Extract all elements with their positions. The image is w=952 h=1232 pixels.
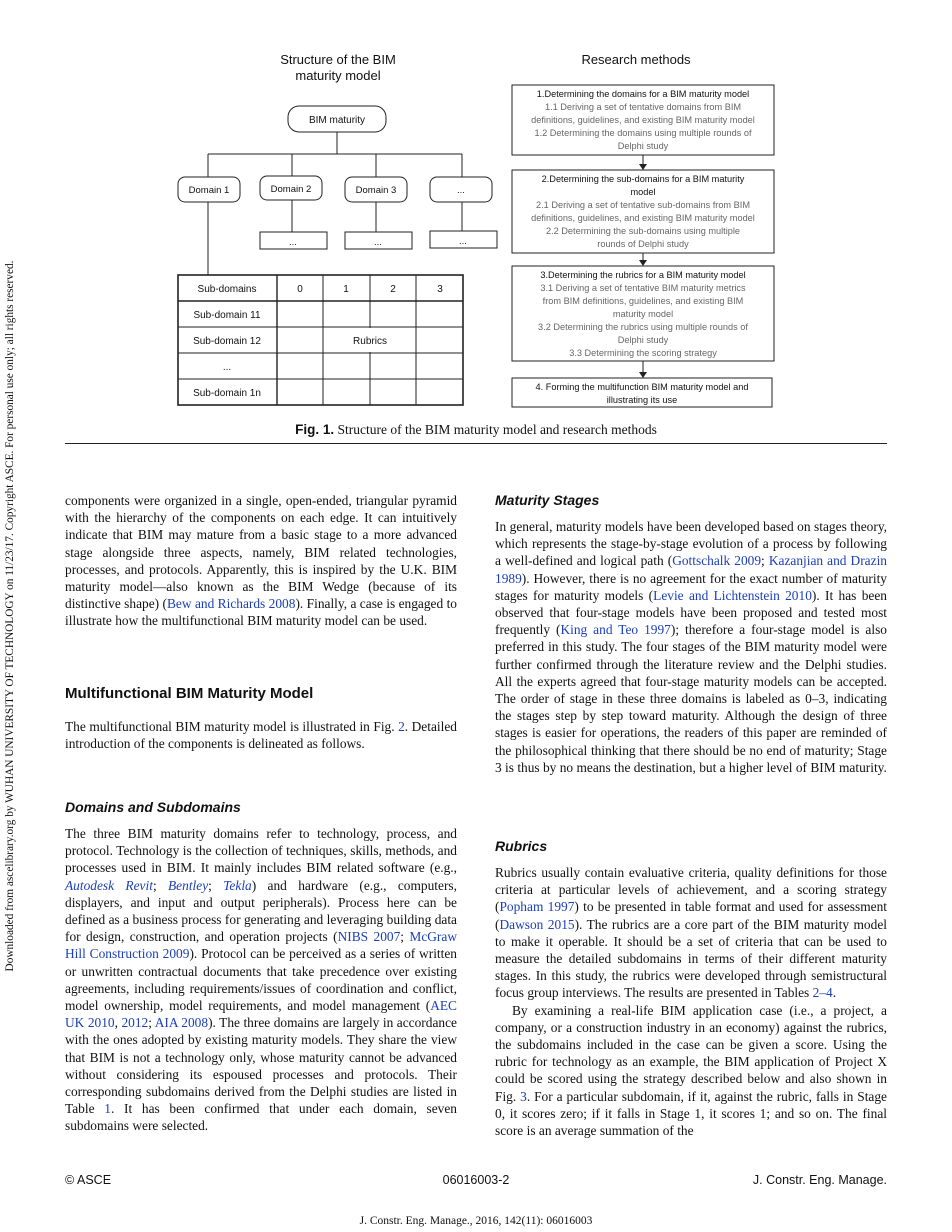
text-run: ;	[208, 877, 224, 893]
text-run: ;	[761, 553, 769, 569]
rubrics-label: Rubrics	[353, 336, 387, 347]
table-row-label: Sub-domain 12	[193, 336, 261, 347]
left-title-line-1: Structure of the BIM	[280, 52, 396, 67]
citation-link[interactable]: AIA 2008	[154, 1015, 209, 1031]
step-2-detail: 2.2 Determining the sub-domains using multiple	[545, 226, 741, 236]
citation-link[interactable]: Dawson 2015	[499, 916, 575, 932]
citation-link[interactable]: Popham 1997	[499, 899, 575, 915]
text-run: components were organized in a single, open-ended, triangular pyramid with the hierarchy of the components on each edge. It can intuitively indicate that BIM may mature from a basic stage to a more advanced stage alongside three aspects, namely, BIM related technologies, processes, and protocols. Apparently, this is inspired by the U.K. BIM maturity model—also known as the BIM Wedge (because of its distinctive shape) (	[65, 493, 457, 612]
step-3-title: 3.Determining the rubrics for a BIM maturity model	[540, 270, 746, 280]
left-column-para-1	[65, 492, 457, 630]
citation-link[interactable]: NIBS 2007	[337, 929, 401, 945]
step-3-detail: maturity model	[612, 309, 674, 319]
text-run: In general, maturity models have been developed based on stages theory, which represents the stage-by-stage evolution of a process by following a well-defined and logical path (	[495, 519, 887, 569]
text-run: The three BIM maturity domains refer to technology, process, and protocol. Technology is the collection of techniques, skills, methods, and processes used in BIM. It mainly includes BIM related software (e.g.,	[65, 826, 457, 876]
download-notice-text: Downloaded from ascelibrary.org by WUHAN UNIVERSITY OF TECHNOLOGY on 11/23/17. Copyright ASCE. For personal use only; all rights reserved.	[4, 260, 16, 972]
text-run: ); therefore a four-stage model is also preferred in this study. The four stages of the BIM maturity model were further confirmed through the literature review and the Delphi studies. All the experts agreed that four-stage maturity models can be accepted. The order of stage in these three domains is labeled as 0–3, indicating the stages step by step toward maturity. Although the design of three stages is easier for operations, the readers of this paper are reminded of the philosophical thinking that there should be no end of maturity; Stage 3 is thus by no means the destination, but a higher level of BIM maturity.	[495, 622, 888, 775]
table-link[interactable]: 1	[104, 1101, 111, 1117]
text-run: Rubrics usually contain evaluative criteria, quality definitions for those criteria at particular levels of achievement, and a scoring strategy (	[495, 865, 887, 915]
software-link[interactable]: Autodesk Revit	[65, 877, 153, 893]
domain-label: Domain 3	[355, 185, 397, 196]
citation-link[interactable]: 2012	[121, 1015, 149, 1031]
software-link[interactable]: Tekla	[223, 877, 252, 893]
step-2-detail: rounds of Delphi study	[597, 239, 689, 249]
subsection-heading: Maturity Stages	[495, 492, 600, 508]
step-4-title: 4. Forming the multifunction BIM maturity model and	[535, 382, 749, 392]
text-run: ). The three domains are largely in accordance with the ones adopted by existing maturity models. They share the view that BIM is not a technology only, whose maturity cannot be advanced without considering its espoused processes and protocols. Their corresponding subdomains derived from the Delphi studies are listed in Table	[65, 1015, 457, 1117]
text-run: ). It has been observed that four-stage models have been proposed and tested most frequently (	[495, 587, 887, 638]
step-2-title: model	[630, 187, 656, 197]
text-run: ;	[152, 877, 168, 893]
table-link[interactable]: 2–4	[812, 985, 833, 1001]
subdomain-placeholder-label: ...	[374, 237, 382, 248]
footer-copyright: © ASCE	[65, 1173, 112, 1187]
step-2-title: 2.Determining the sub-domains for a BIM maturity	[541, 174, 745, 184]
text-run: . Detailed introduction of the components is delineated as follows.	[65, 719, 457, 752]
step-3-detail: 3.1 Deriving a set of tentative BIM maturity metrics	[540, 283, 746, 293]
software-link[interactable]: Bentley	[168, 877, 209, 893]
right-title: Research methods	[581, 52, 691, 67]
caption-rule	[65, 443, 887, 444]
text-run: .	[832, 985, 837, 1001]
step-3-detail: from BIM definitions, guidelines, and existing BIM	[542, 296, 744, 306]
domain-label: ...	[457, 185, 465, 196]
figure-caption	[65, 422, 887, 438]
subsection-heading: Rubrics	[495, 838, 548, 854]
figure-1	[0, 0, 952, 420]
table-header-cell: 3	[437, 284, 443, 295]
step-1-detail: definitions, guidelines, and existing BIM maturity model	[531, 115, 755, 125]
table-header-cell: 1	[343, 284, 349, 295]
table-row-label: ...	[222, 362, 232, 373]
text-run: ;	[400, 929, 410, 945]
domain-label: Domain 2	[270, 184, 312, 195]
left-column-para-2	[65, 718, 457, 752]
step-1-detail: 1.1 Deriving a set of tentative domains from BIM	[544, 102, 742, 112]
citation-link[interactable]: AEC UK 2010	[65, 998, 457, 1031]
text-run: ,	[114, 1015, 122, 1031]
caption-text: Structure of the BIM maturity model and research methods	[334, 422, 657, 437]
step-4-title: illustrating its use	[606, 395, 678, 405]
bim-maturity-label: BIM maturity	[308, 115, 366, 126]
citation-link[interactable]: McGraw Hill Construction 2009	[65, 929, 457, 962]
subdomain-placeholder-label: ...	[459, 236, 467, 247]
text-run: ). The rubrics are a core part of the BIM maturity model to make it operable. It should be a set of criteria that can be used to measure the detailed subdomains in terms of their different maturity stages. In this study, the rubrics were developed through semistructural focus group interviews. The results are presented in Tables	[495, 916, 887, 1001]
left-title-line-2: maturity model	[295, 68, 381, 83]
text-run: . It has been confirmed that under each domain, seven subdomains were selected.	[65, 1101, 457, 1134]
text-run: The multifunctional BIM maturity model is illustrated in Fig.	[65, 719, 399, 734]
table-header-cell: 0	[297, 284, 303, 295]
step-3-detail: 3.2 Determining the rubrics using multiple rounds of	[538, 322, 748, 332]
left-column-para-3	[65, 825, 457, 1135]
right-column-para-2	[495, 864, 887, 1139]
step-1-detail: Delphi study	[617, 141, 669, 151]
citation-line: J. Constr. Eng. Manage., 2016, 142(11): 06016003	[359, 1215, 593, 1227]
step-3-detail: Delphi study	[617, 335, 669, 345]
table-header-cell: Sub-domains	[197, 284, 257, 295]
domain-label: Domain 1	[188, 185, 230, 196]
text-run: . For a particular subdomain, if it, against the rubric, falls in Stage 0, it scores zero; if it falls in Stage 1, it scores 1; and so on. The final score is an average summation of the	[495, 1088, 887, 1139]
caption-label: Fig. 1.	[295, 422, 335, 437]
tree-connectors	[208, 132, 462, 275]
text-run: ). Finally, a case is engaged to illustrate how the multifunctional BIM maturity model can be used.	[65, 596, 457, 629]
citation-link[interactable]: Gottschalk 2009	[672, 553, 762, 569]
step-3-detail: 3.3 Determining the scoring strategy	[569, 348, 717, 358]
table-header-cell: 2	[390, 284, 396, 295]
text-run: ) and hardware (e.g., computers, displayers, and input and output peripherals). Process here can be defined as a business process for generating and leveraging building data for design, construction, and operation projects (	[65, 877, 457, 945]
step-2-detail: definitions, guidelines, and existing BIM maturity model	[531, 213, 755, 223]
step-2-detail: 2.1 Deriving a set of tentative sub-domains from BIM	[536, 200, 750, 210]
citation-link[interactable]: King and Teo 1997	[560, 622, 671, 638]
footer-journal: J. Constr. Eng. Manage.	[752, 1173, 887, 1187]
text-run: By examining a real-life BIM application case (i.e., a project, a company, or a construction industry in an economy) against the rubrics, the subdomains included in the case can be given a score. Using the rubric for technology as an example, the BIM application of Project X could be scored using the strategy described below and also shown in Fig.	[495, 1002, 887, 1104]
citation-link[interactable]: Kazanjian and Drazin 1989	[495, 553, 887, 586]
citation-link[interactable]: Levie and Lichtenstein 2010	[653, 587, 812, 603]
citation-link[interactable]: Bew and Richards 2008	[167, 596, 296, 612]
step-1-title: 1.Determining the domains for a BIM maturity model	[536, 89, 750, 99]
table-row-label: Sub-domain 1n	[193, 388, 261, 399]
figure-link[interactable]: 2	[398, 719, 405, 734]
subsection-heading: Domains and Subdomains	[65, 799, 241, 815]
section-heading: Multifunctional BIM Maturity Model	[65, 685, 314, 702]
figure-link[interactable]: 3	[520, 1088, 527, 1104]
text-run: ). However, there is no agreement for the exact number of maturity stages for maturity models (	[495, 570, 887, 603]
right-column-para-1	[495, 518, 887, 776]
text-run: ;	[148, 1015, 155, 1031]
table-row-label: Sub-domain 11	[193, 310, 261, 321]
text-run: ) to be presented in table format and used for assessment (	[495, 899, 887, 932]
subdomain-placeholder-label: ...	[289, 237, 297, 248]
text-run: ). Protocol can be perceived as a series of written or unwritten contractual documents that take precedence over existing agreements, including requirements/issues of coordination and conflict, model ownership, model requirements, and model management (	[65, 946, 457, 1014]
step-1-detail: 1.2 Determining the domains using multiple rounds of	[534, 128, 752, 138]
footer-page-id: 06016003-2	[442, 1173, 510, 1187]
